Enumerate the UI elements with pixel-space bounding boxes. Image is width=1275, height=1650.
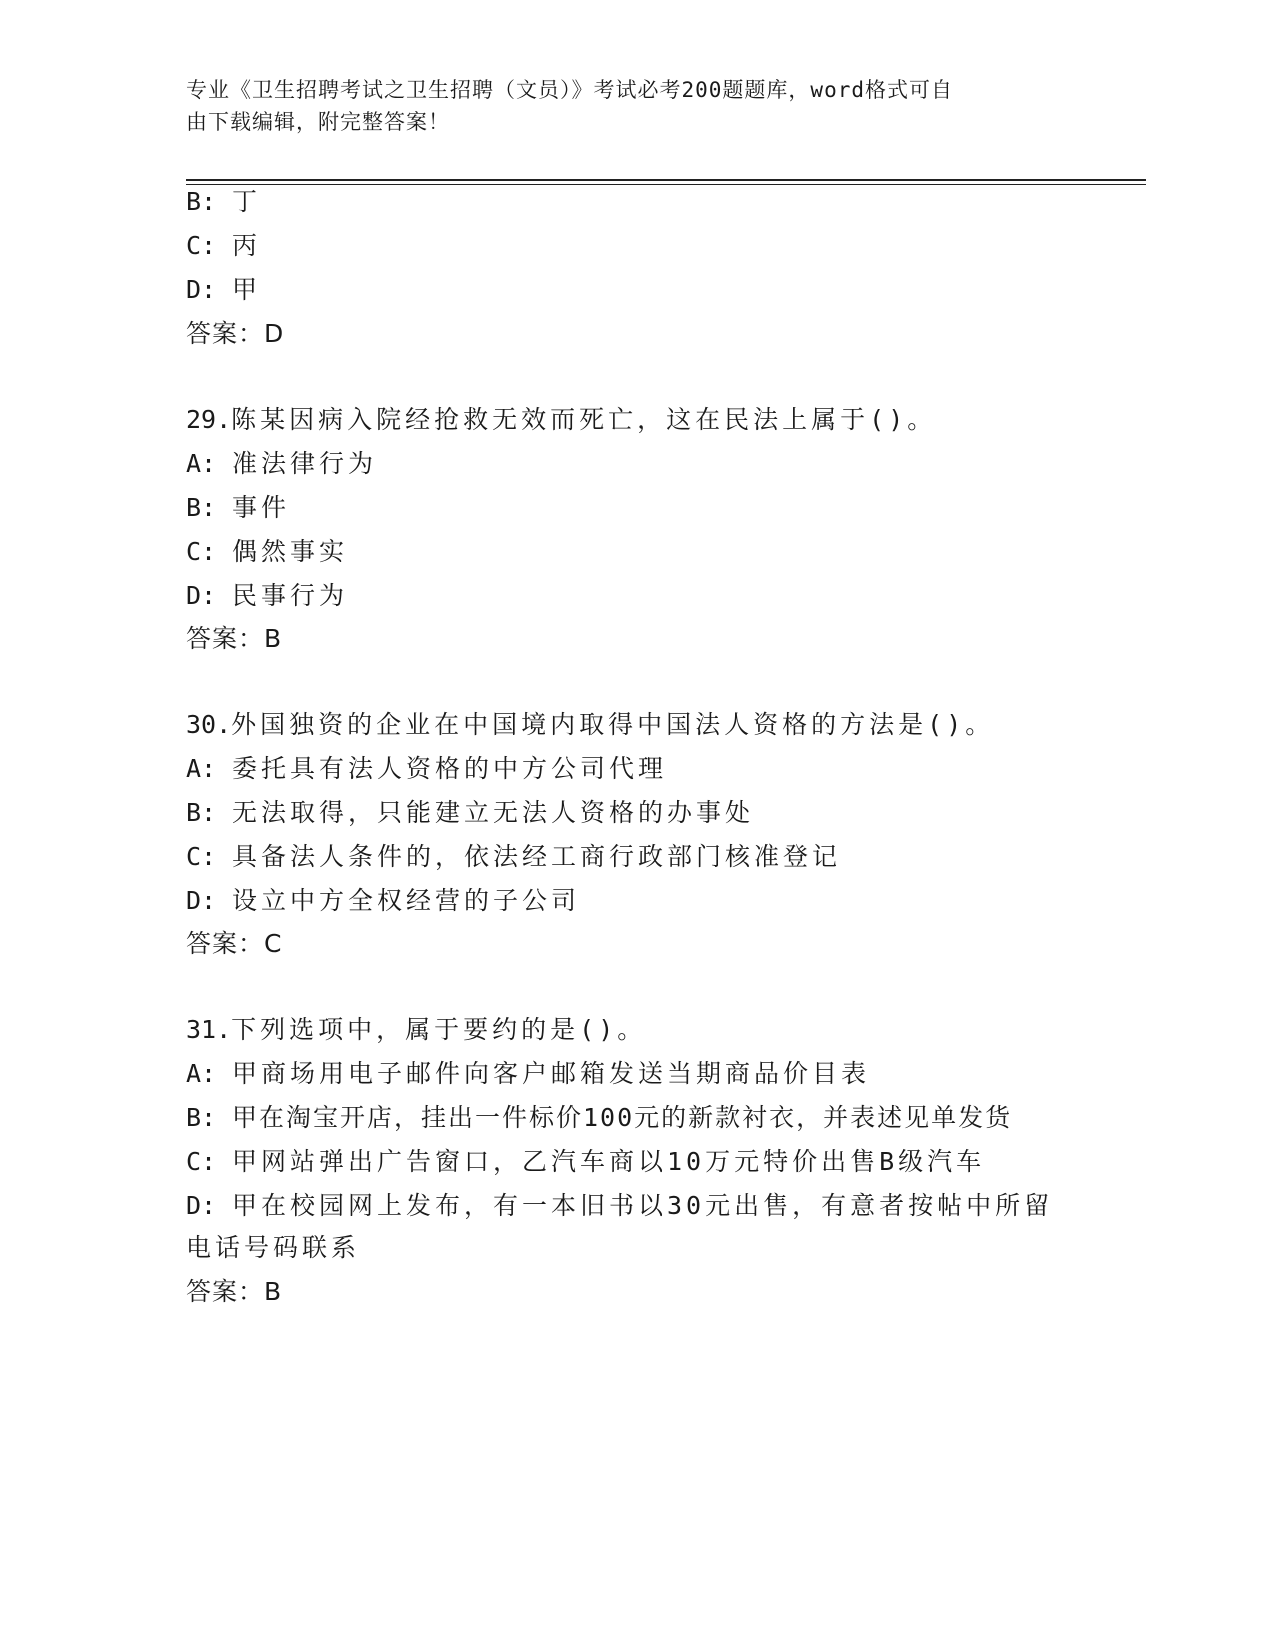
option-d: D: 设立中方全权经营的子公司 <box>186 886 581 915</box>
header-line-1: 专业《卫生招聘考试之卫生招聘（文员）》考试必考200题题库，word格式可自 <box>186 78 953 102</box>
header-line-2: 由下载编辑，附完整答案！ <box>186 110 450 134</box>
option-a: A: 甲商场用电子邮件向客户邮箱发送当期商品价目表 <box>186 1059 871 1088</box>
header-divider-thin <box>186 184 1146 185</box>
option-a: A: 委托具有法人资格的中方公司代理 <box>186 754 668 783</box>
answer: 答案：D <box>186 319 285 348</box>
option-c: C: 丙 <box>186 231 262 260</box>
option-d: D: 民事行为 <box>186 581 349 610</box>
question-stem: 31.下列选项中，属于要约的是()。 <box>186 1015 647 1044</box>
option-b: B: 无法取得，只能建立无法人资格的办事处 <box>186 798 755 827</box>
option-c: C: 具备法人条件的，依法经工商行政部门核准登记 <box>186 842 842 871</box>
header-divider <box>186 179 1146 181</box>
option-c: C: 甲网站弹出广告窗口，乙汽车商以10万元特价出售B级汽车 <box>186 1147 986 1176</box>
option-b: B: 甲在淘宝开店，挂出一件标价100元的新款衬衣，并表述见单发货 <box>186 1103 1013 1132</box>
option-b: B: 丁 <box>186 187 262 216</box>
answer: 答案：C <box>186 929 283 958</box>
answer: 答案：B <box>186 624 283 653</box>
option-d: D: 甲 <box>186 275 262 304</box>
question-stem: 30.外国独资的企业在中国境内取得中国法人资格的方法是()。 <box>186 710 995 739</box>
option-d-continuation: 电话号码联系 <box>186 1233 361 1262</box>
option-d: D: 甲在校园网上发布，有一本旧书以30元出售，有意者按帖中所留 <box>186 1191 1054 1220</box>
question-stem: 29.陈某因病入院经抢救无效而死亡，这在民法上属于()。 <box>186 405 937 434</box>
document-header <box>186 74 1066 138</box>
option-c: C: 偶然事实 <box>186 537 349 566</box>
option-b: B: 事件 <box>186 493 291 522</box>
answer: 答案：B <box>186 1277 283 1306</box>
option-a: A: 准法律行为 <box>186 449 378 478</box>
